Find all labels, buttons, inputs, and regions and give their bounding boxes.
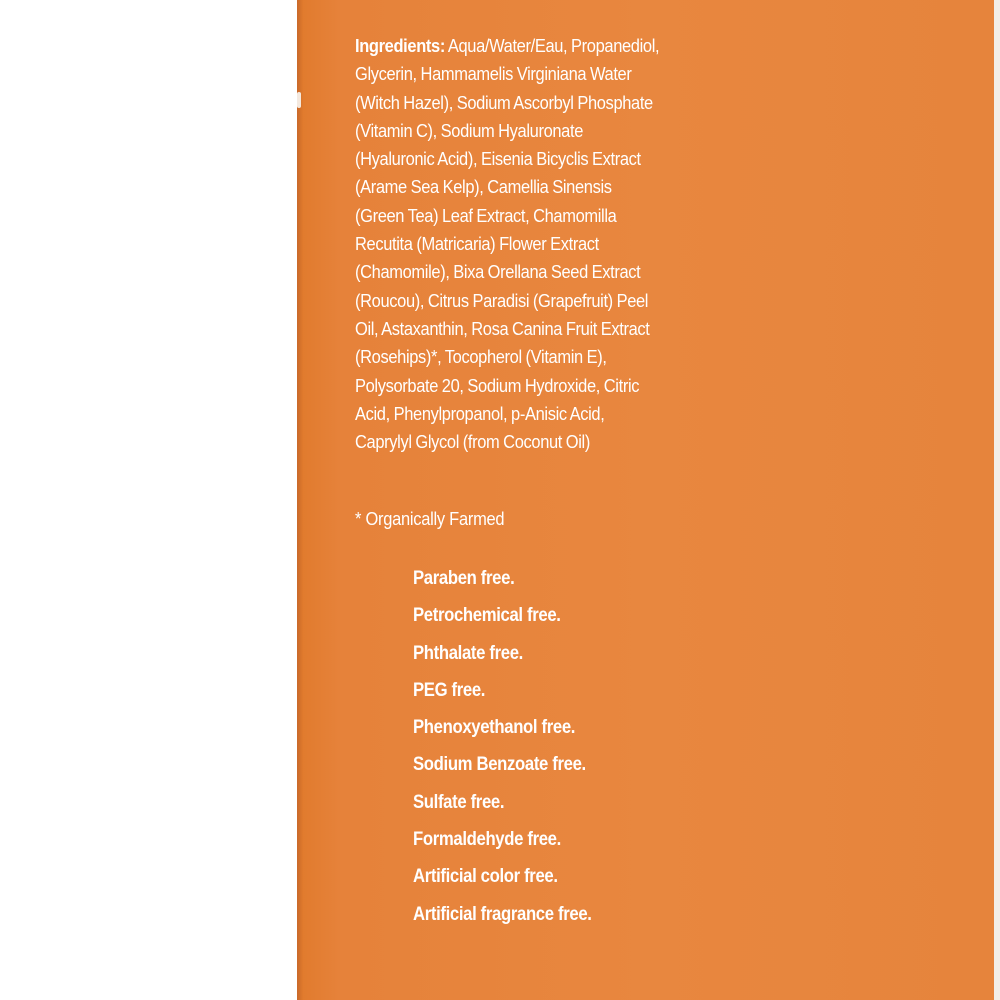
claim-sodium-benzoate-free: Sodium Benzoate free. xyxy=(413,754,586,776)
package-edge-mark xyxy=(297,92,301,108)
ingredients-text: Aqua/Water/Eau, Propanediol, Glycerin, Hammamelis Virginiana Water (Witch Hazel), Sodium Ascorbyl Phosphate (Vitamin C), Sodium Hyaluronate (Hyaluronic Acid), Eisenia Bicyclis Extract (Arame Sea Kelp), Camellia Sinensis (Green Tea) Leaf Extract, Chamomilla Recutita (Matricaria) Flower Extract (Chamomile), Bixa Orellana Seed Extract (Roucou), Citrus Paradisi (Grapefruit) Peel Oil, Astaxanthin, Rosa Canina Fruit Extract (Rosehips)*, Tocopherol (Vitamin E), Polysorbate 20, Sodium Hydroxide, Citric Acid, Phenylpropanol, p-Anisic Acid, Caprylyl Glycol (from Coconut Oil) xyxy=(355,35,660,453)
claim-phthalate-free: Phthalate free. xyxy=(413,642,523,664)
claim-artificial-fragrance-free: Artificial fragrance free. xyxy=(413,903,592,925)
ingredients-label: Ingredients: xyxy=(355,35,445,56)
package-right-edge xyxy=(994,0,1000,1000)
claim-sulfate-free: Sulfate free. xyxy=(413,791,505,813)
free-from-claims xyxy=(413,560,616,933)
claim-phenoxyethanol-free: Phenoxyethanol free. xyxy=(413,717,576,739)
organic-footnote: * Organically Farmed xyxy=(355,508,505,529)
claim-paraben-free: Paraben free. xyxy=(413,568,515,589)
claim-peg-free: PEG free. xyxy=(413,679,486,701)
claim-formaldehyde-free: Formaldehyde free. xyxy=(413,829,561,851)
claim-petrochemical-free: Petrochemical free. xyxy=(413,605,561,627)
ingredients-block xyxy=(355,32,662,456)
package-left-edge xyxy=(297,0,303,1000)
claim-artificial-color-free: Artificial color free. xyxy=(413,866,558,888)
